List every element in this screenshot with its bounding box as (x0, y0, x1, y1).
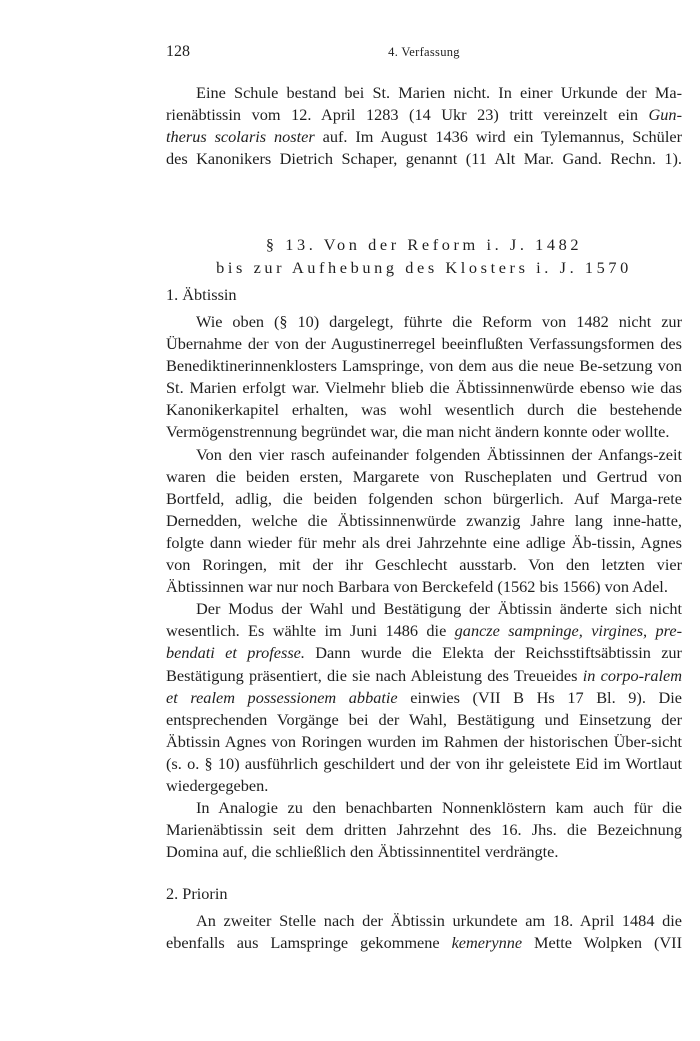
intro-line-2-italic: Gun- (648, 105, 682, 125)
intro-line-3-italic: therus scolaris noster (166, 127, 315, 147)
text-run: Der Modus der Wahl und Bestätigung der Äbtissin änderte sich nicht wesentlich. Es wählte im Juni 1486 die (166, 599, 682, 641)
paragraph (166, 910, 682, 954)
intro-line-3: auf. Im August 1436 wird ein Tylemannus, Schüler (314, 127, 682, 147)
text-run: Dann wurde die Elekta der Reichsstiftsäbtissin zur Bestätigung präsentiert, die sie nach Ableistung des Treueides (166, 643, 682, 685)
page-number: 128 (166, 43, 190, 60)
paragraph (166, 598, 682, 797)
subsection-1-body (166, 311, 682, 863)
running-head: 4. Verfassung (388, 45, 460, 59)
intro-line-1: Eine Schule bestand bei St. Marien nicht. In einer Urkunde der Ma- (196, 83, 682, 102)
text-run-italic: kemerynne (451, 933, 523, 953)
intro-line-4: des Kanonikers Dietrich Schaper, genannt (11 Alt Mar. Gand. Rechn. 1). (166, 149, 682, 169)
paragraph: Von den vier rasch aufeinander folgenden Äbtissinnen der Anfangs-zeit waren die beiden ersten, Margarete von Ruscheplaten und Gertrud von Bortfeld, adlig, die beiden folgenden schon bürgerlich. Auf Marga-rete Dernedden, welche die Äbtissinnenwürde zwanzig Jahre lang inne-hatte, folgte dann wieder für mehr als drei Jahrzehnte eine adlige Äb-tissin, Agnes von Roringen, mit der ihr Geschlecht ausstarb. Von den letzten vier Äbtissinnen war nur noch Barbara von Berckefeld (1562 bis 1566) von Adel. (166, 444, 682, 597)
text-run-italic: in corpo-ralem et realem possessionem abbatie (166, 665, 683, 707)
paragraph: In Analogie zu den benachbarten Nonnenklöstern kam auch für die Marienäbtissin seit dem dritten Jahrzehnt des 16. Jhs. die Bezeichnung Domina auf, die schließlich den Äbtissinnentitel verdrängte. (166, 798, 682, 862)
subsection-2-body (166, 910, 682, 954)
paragraph: Wie oben (§ 10) dargelegt, führte die Reform von 1482 nicht zur Übernahme der von der Augustinerregel beeinflußten Verfassungsformen des Benediktinerinnenklosters Lamspringe, von dem aus die neue Be-setzung von St. Marien erfolgt war. Vielmehr blieb die Äbtissinnenwürde ebenso wie das Kanonikerkapitel erhalten, was wohl wesentlich durch die bestehende Vermögenstrennung begründet war, die man nicht ändern konnte oder wollte. (166, 312, 682, 442)
intro-paragraph (166, 82, 682, 170)
intro-line-2: rienäbtissin vom 12. April 1283 (14 Ukr 23) tritt vereinzelt ein (166, 105, 649, 125)
subsection-2-title: 2. Priorin (166, 884, 228, 903)
text-run: Mette Wolpken (VII (522, 933, 682, 953)
text-run: einwies (VII B Hs 17 Bl. 9). Die entsprechenden Vorgänge bei der Wahl, Bestätigung und Einsetzung der Äbtissin Agnes von Roringen wurden im Rahmen der historischen Über-sicht (s. o. § 10) ausführlich geschildert und der von ihr geleistete Eid im Wortlaut wiedergegeben. (166, 687, 682, 795)
section-heading-line-2: bis zur Aufhebung des Klosters i. J. 1570 (216, 258, 632, 277)
section-heading (166, 233, 682, 279)
text-run-italic: gancze sampninge, virgines, pre-bendati et professe. (166, 621, 682, 663)
section-heading-line-1: § 13. Von der Reform i. J. 1482 (265, 235, 583, 254)
subsection-1-title: 1. Äbtissin (166, 285, 237, 304)
text-run: An zweiter Stelle nach der Äbtissin urkundete am 18. April 1484 die ebenfalls aus Lamspringe gekommene (166, 911, 682, 953)
page-header (166, 43, 682, 63)
